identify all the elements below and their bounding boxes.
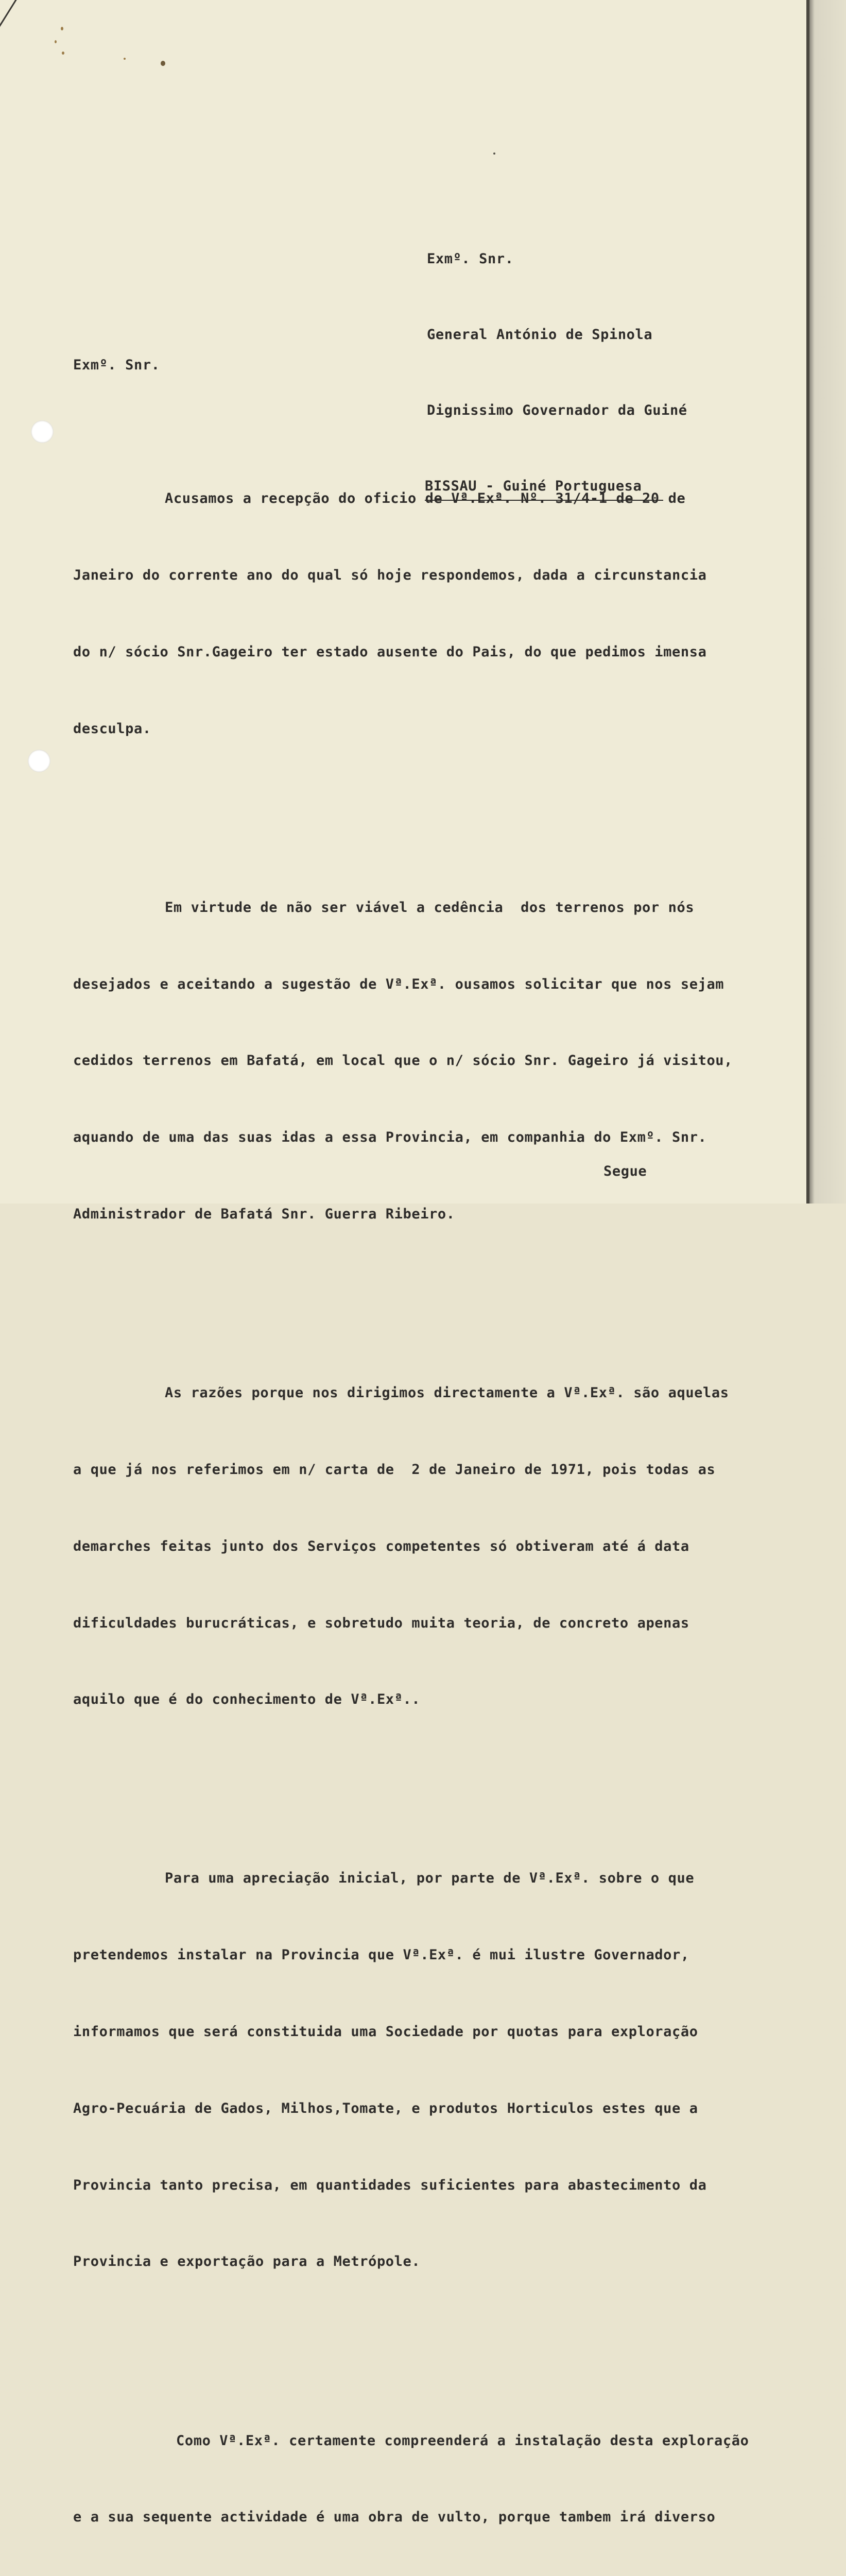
paper-speck	[61, 27, 63, 30]
address-line: Dignissimo Governador da Guiné	[427, 402, 687, 418]
address-line: General António de Spinola	[427, 327, 653, 343]
text-line: Para uma apreciação inicial, por parte de Vª.Exª. sobre o que	[165, 1870, 695, 1887]
paper-speck	[161, 61, 165, 66]
text-line: Como Vª.Exª. certamente compreenderá a instalação desta exploração	[176, 2432, 749, 2449]
text-line: desculpa.	[73, 720, 151, 737]
paragraph-land-request	[73, 844, 804, 1278]
punch-hole-top	[31, 420, 54, 443]
text-line: cedidos terrenos em Bafatá, em local que o n/ sócio Snr. Gageiro já visitou,	[73, 1053, 733, 1069]
text-line: pretendemos instalar na Provincia que Vª.Exª. é mui ilustre Governador,	[73, 1947, 689, 1963]
text-line: As razões porque nos dirigimos directamente a Vª.Exª. são aquelas	[165, 1385, 729, 1401]
address-city-underlined: BISSAU - Guiné Portuguesa	[425, 473, 663, 501]
text-line: dificuldades burucráticas, e sobretudo muita teoria, de concreto apenas	[73, 1615, 689, 1631]
text-line: Provincia tanto precisa, em quantidades suficientes para abastecimento da	[73, 2177, 707, 2193]
paper-speck	[62, 52, 64, 55]
paragraph-company-plan	[73, 1815, 804, 2326]
paragraph-reasons	[73, 1329, 804, 1764]
text-line: Provincia e exportação para a Metrópole.	[73, 2253, 421, 2270]
address-line: Exmº. Snr.	[427, 251, 514, 267]
text-line: e a sua sequente actividade é uma obra de vulto, porque tambem irá diverso	[73, 2509, 716, 2526]
text-line: desejados e aceitando a sugestão de Vª.Exª. ousamos solicitar que nos sejam	[73, 976, 724, 992]
letter-body	[73, 384, 804, 2576]
folded-corner-line	[0, 0, 37, 42]
text-line: a que já nos referimos em n/ carta de 2 de Janeiro de 1971, pois todas as	[73, 1461, 716, 1478]
paper-speck	[124, 58, 126, 60]
paper-speck	[55, 40, 57, 43]
text-line: do n/ sócio Snr.Gageiro ter estado ausente do Pais, do que pedimos imensa	[73, 643, 707, 660]
underlying-page-edge	[806, 0, 846, 1204]
salutation: Exmº. Snr.	[73, 357, 160, 373]
text-line: aquando de uma das suas idas a essa Provincia, em companhia do Exmº. Snr.	[73, 1129, 707, 1146]
paragraph-support-request	[73, 2377, 804, 2576]
text-line: informamos que será constituida uma Sociedade por quotas para exploração	[73, 2024, 698, 2040]
paragraph-acknowledgement	[73, 435, 804, 792]
text-line: aquilo que é do conhecimento de Vª.Exª..	[73, 1691, 421, 1708]
text-line: Em virtude de não ser viável a cedência dos terrenos por nós	[165, 899, 695, 916]
text-line: Janeiro do corrente ano do qual só hoje respondemos, dada a circunstancia	[73, 567, 707, 584]
text-line: demarches feitas junto dos Serviços competentes só obtiveram até á data	[73, 1538, 689, 1554]
punch-hole-bottom	[28, 750, 50, 772]
text-line: Administrador de Bafatá Snr. Guerra Ribeiro.	[73, 1206, 455, 1222]
continuation-marker: Segue	[603, 1163, 647, 1179]
text-line: Agro-Pecuária de Gados, Milhos,Tomate, e produtos Horticulos estes que a	[73, 2100, 698, 2116]
paper-speck	[493, 152, 495, 155]
text-line: Acusamos a recepção do oficio de Vª.Exª. Nº. 31/4-1 de 20 de	[165, 490, 686, 507]
